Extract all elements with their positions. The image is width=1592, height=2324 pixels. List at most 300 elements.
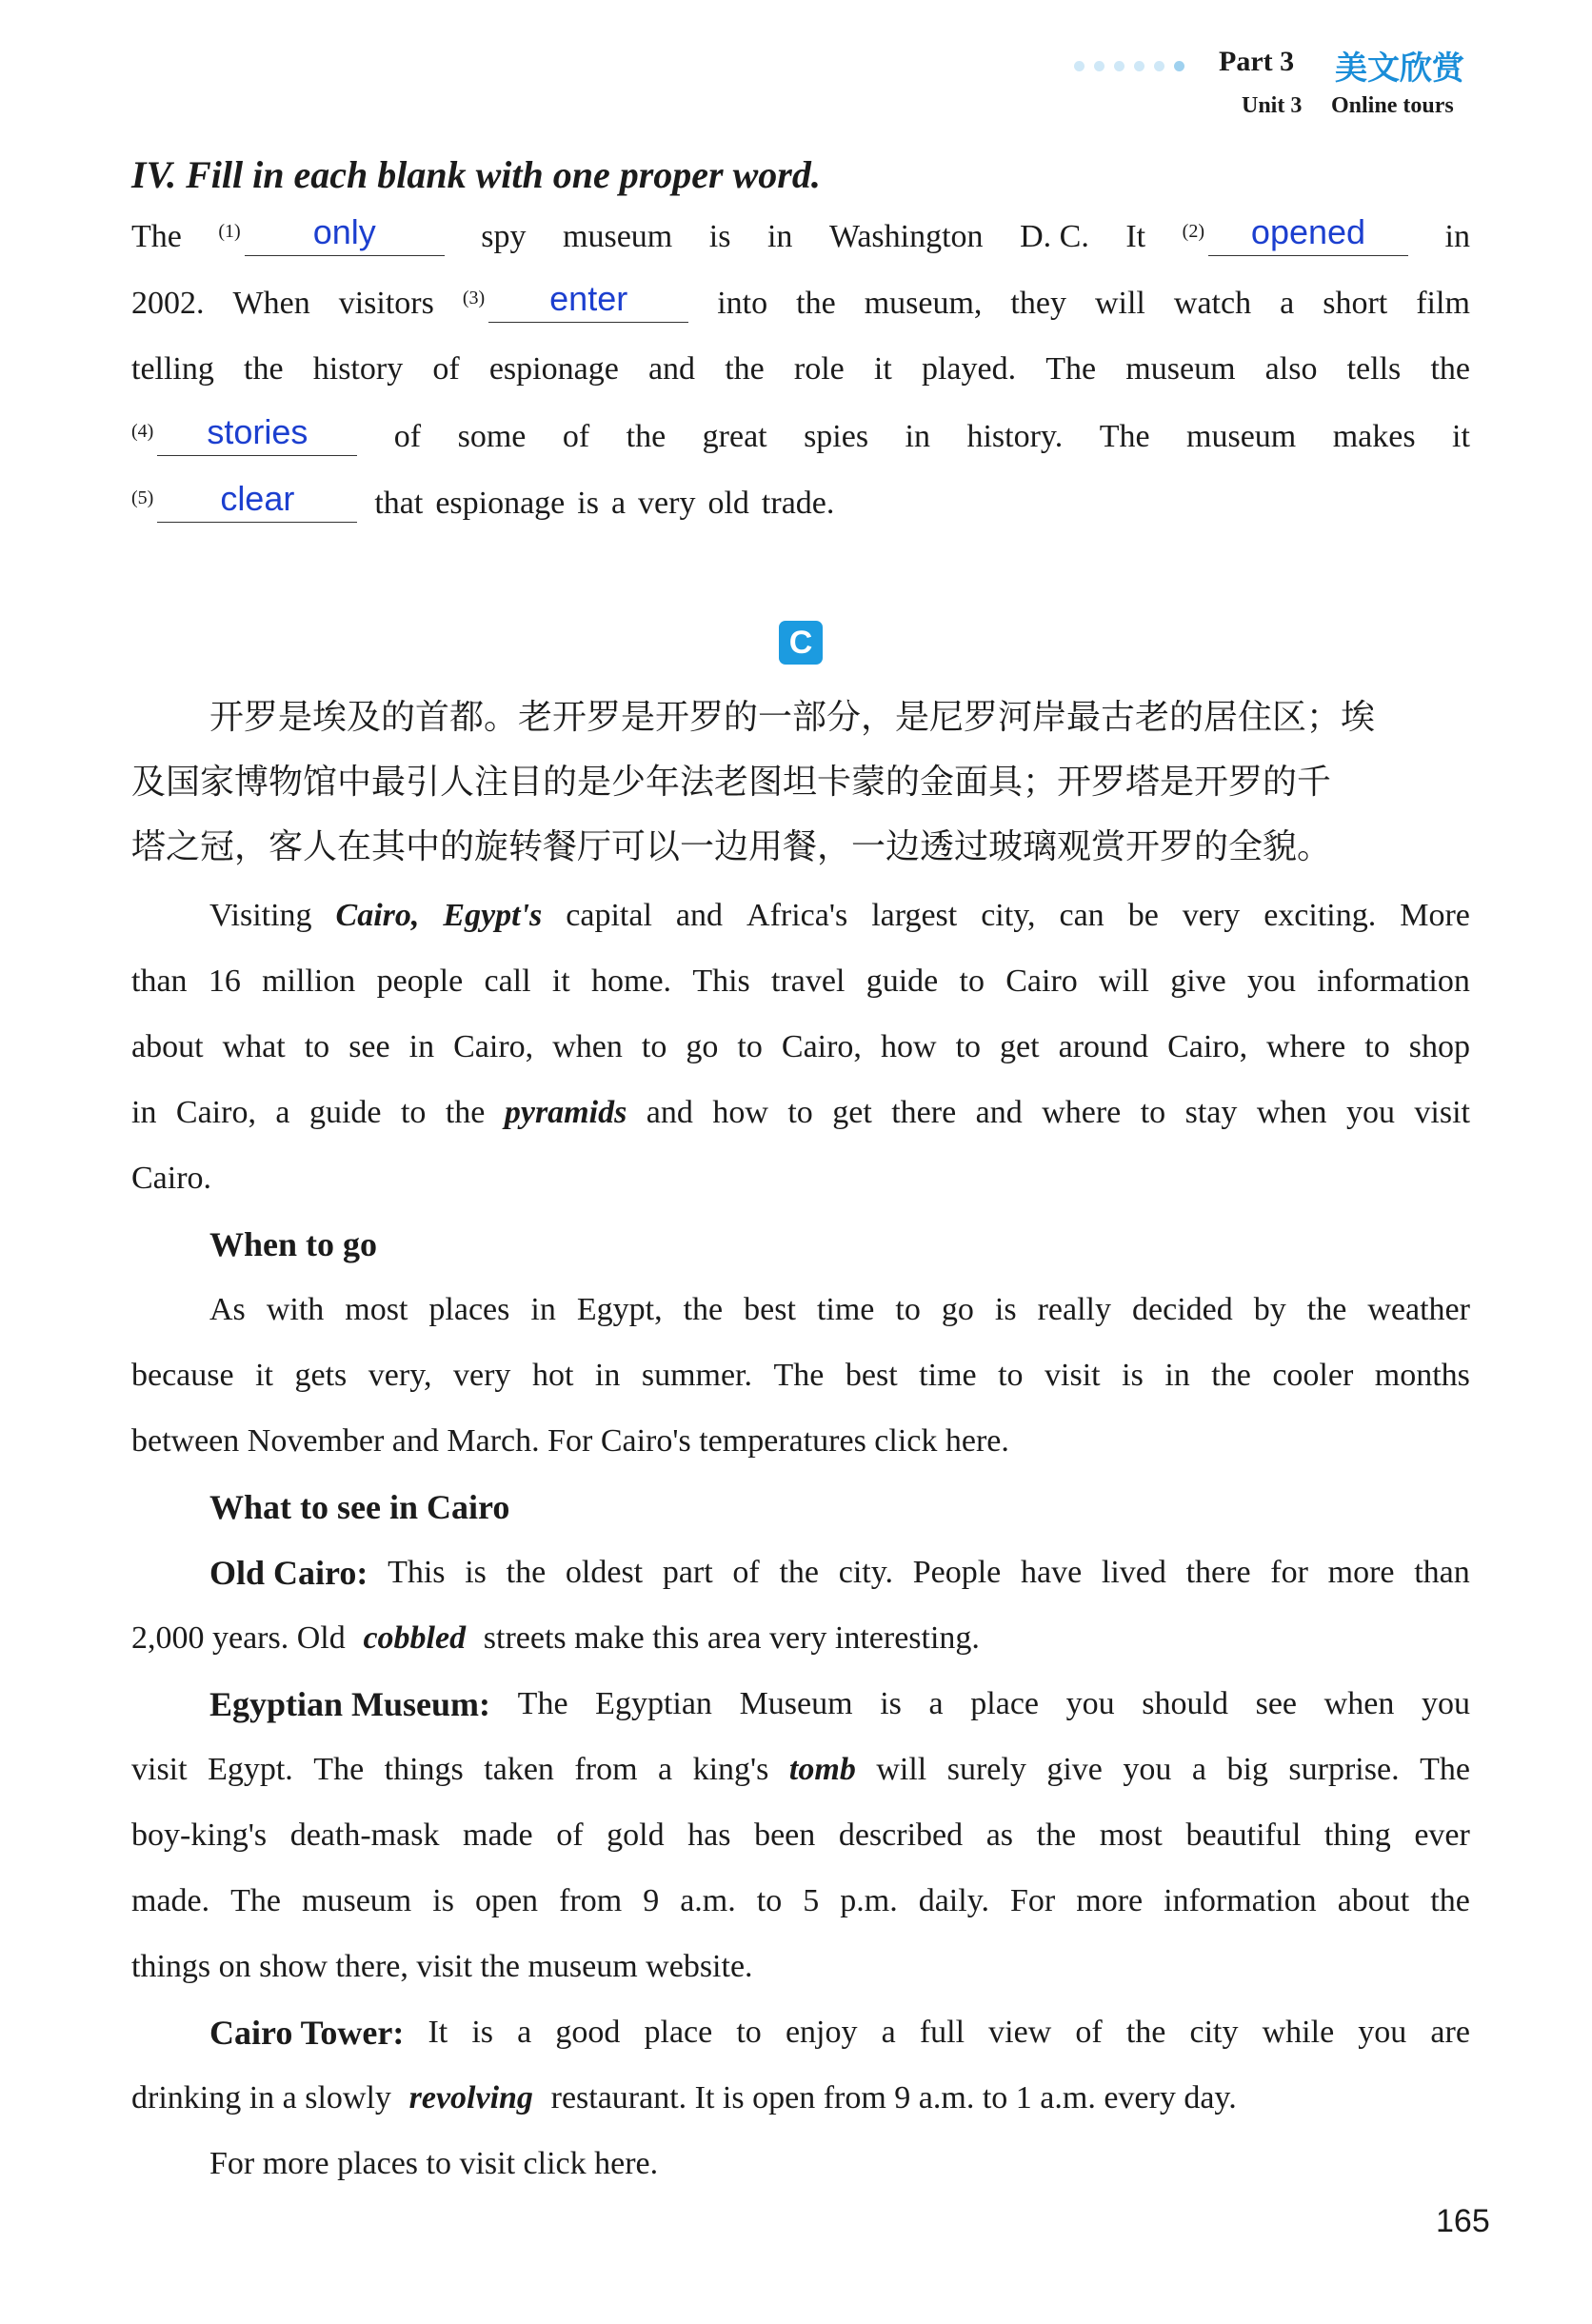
word: in <box>766 219 793 254</box>
intro-line-2 <box>131 963 1470 1001</box>
blank-marker: (1) <box>218 221 241 242</box>
word: taken <box>484 1752 554 1787</box>
chinese-line-1: 开罗是埃及的首都。老开罗是开罗的一部分，是尼罗河岸最古老的居住区；埃 <box>209 698 1376 737</box>
word: beautiful <box>1185 1817 1302 1853</box>
museum-line-3 <box>131 1817 1470 1855</box>
word: of <box>556 1817 584 1853</box>
blank-group-1 <box>218 212 444 256</box>
word: where <box>1042 1095 1122 1130</box>
answer-4: stories <box>207 412 308 451</box>
word: Egyptian <box>595 1686 712 1721</box>
word: most <box>1099 1817 1163 1853</box>
word: full <box>919 2015 965 2050</box>
word: it <box>1452 419 1470 454</box>
word: capital <box>566 898 652 933</box>
word: It <box>1125 219 1146 254</box>
old-cairo-line-2 <box>131 1619 1470 1658</box>
word: from <box>574 1752 638 1787</box>
word: you <box>1345 1095 1395 1130</box>
heading-what-to-see: What to see in Cairo <box>209 1488 510 1526</box>
intro-line-4 <box>131 1094 1470 1132</box>
word: People <box>912 1555 1002 1590</box>
word: the <box>1306 1292 1347 1327</box>
word: Egypt, <box>576 1292 663 1327</box>
header-topic: Online tours <box>1331 93 1454 118</box>
word: Washington <box>828 219 984 254</box>
word: what <box>222 1029 286 1064</box>
word: also <box>1264 351 1318 387</box>
word: around <box>1058 1029 1149 1064</box>
word: 5 <box>803 1883 820 1918</box>
word: you <box>1123 1752 1172 1787</box>
word: will <box>1094 286 1145 321</box>
word: travel <box>771 963 846 999</box>
word: oldest <box>565 1555 644 1590</box>
word: museum <box>563 219 673 254</box>
word: view <box>988 2015 1052 2050</box>
word: information <box>1164 1883 1317 1918</box>
word: museum, <box>864 286 983 321</box>
word: Visiting <box>209 898 312 933</box>
word: to <box>1140 1095 1166 1130</box>
word: played. <box>921 351 1017 387</box>
word: for <box>1270 1555 1308 1590</box>
word: to <box>304 1029 330 1064</box>
word: places <box>428 1292 510 1327</box>
word: Cairo, <box>453 1029 534 1064</box>
word: and <box>675 898 724 933</box>
word: to <box>895 1292 921 1327</box>
word: how <box>880 1029 937 1064</box>
word: Cairo, <box>1167 1029 1248 1064</box>
word: The <box>313 1752 365 1787</box>
word: are <box>1430 2015 1470 2050</box>
word: about <box>1337 1883 1410 1918</box>
word: will <box>876 1752 927 1787</box>
word: you <box>1358 2015 1407 2050</box>
word: part <box>662 1555 713 1590</box>
word: the <box>1211 1358 1251 1393</box>
word: people <box>376 963 464 999</box>
term-cairo-tower: Cairo Tower: <box>209 2014 405 2052</box>
word: stay <box>1184 1095 1238 1130</box>
word: For <box>1010 1883 1056 1918</box>
word: is <box>577 486 599 521</box>
word: home. <box>591 963 672 999</box>
exercise-line-1 <box>131 212 1470 256</box>
word: when <box>552 1029 623 1064</box>
word: in <box>1444 219 1470 254</box>
term-egyptian-museum: Egyptian Museum: <box>209 1685 491 1723</box>
word: has <box>687 1817 731 1853</box>
word: than <box>131 963 188 999</box>
word: best <box>744 1292 796 1327</box>
word: open <box>474 1883 539 1918</box>
word: surprise. <box>1288 1752 1400 1787</box>
word: big <box>1226 1752 1268 1787</box>
word: of <box>732 1555 760 1590</box>
word: It <box>428 2015 448 2050</box>
word: there <box>1185 1555 1251 1590</box>
word: spies <box>804 419 869 454</box>
word: museum <box>302 1883 412 1918</box>
word: to <box>641 1029 667 1064</box>
word: summer. <box>641 1358 753 1393</box>
word: months <box>1374 1358 1470 1393</box>
text: streets make this area very interesting. <box>483 1620 980 1656</box>
word: Cairo <box>1005 963 1078 999</box>
word: a.m. <box>680 1883 736 1918</box>
word: more <box>1076 1883 1144 1918</box>
blank-5[interactable] <box>157 479 357 523</box>
header-unit: Unit 3 <box>1242 93 1303 118</box>
word: from <box>559 1883 623 1918</box>
blank-2[interactable] <box>1208 212 1408 256</box>
word: The <box>230 1883 282 1918</box>
tower-line-1 <box>209 2014 1470 2052</box>
italic-term: Cairo, <box>335 898 420 933</box>
text: 2,000 years. Old <box>131 1620 346 1656</box>
word: gold <box>607 1817 665 1853</box>
word: Cairo, <box>781 1029 862 1064</box>
word: some <box>457 419 527 454</box>
word: the <box>796 286 836 321</box>
word: to <box>787 1095 813 1130</box>
word: they <box>1010 286 1066 321</box>
word: guide <box>308 1095 382 1130</box>
word: museum <box>1186 419 1297 454</box>
word: a <box>881 2015 896 2050</box>
word: with <box>266 1292 325 1327</box>
word: thing <box>1323 1817 1391 1853</box>
word: the <box>626 419 667 454</box>
word: should <box>1142 1686 1228 1721</box>
blank-3[interactable] <box>488 279 688 323</box>
italic-term: pyramids <box>504 1095 627 1130</box>
word: there <box>891 1095 957 1130</box>
word: is <box>880 1686 902 1721</box>
word: gets <box>294 1358 348 1393</box>
word: made <box>463 1817 533 1853</box>
word: information <box>1317 963 1470 999</box>
word: very, <box>368 1358 432 1393</box>
word: very <box>453 1358 511 1393</box>
word: go <box>686 1029 719 1064</box>
word: to <box>955 1029 982 1064</box>
word: you <box>1421 1686 1470 1721</box>
text: drinking in a slowly <box>131 2080 391 2115</box>
word: you <box>1065 1686 1115 1721</box>
blank-marker: (2) <box>1182 221 1204 242</box>
word: This <box>692 963 750 999</box>
word: of <box>432 351 460 387</box>
blank-4[interactable] <box>157 412 357 456</box>
museum-line-1 <box>209 1685 1470 1723</box>
word: the <box>725 351 765 387</box>
blank-group-5 <box>131 479 357 523</box>
word: the <box>244 351 284 387</box>
when-line-1 <box>209 1291 1470 1329</box>
term-old-cairo: Old Cairo: <box>209 1554 368 1592</box>
word: telling <box>131 351 214 387</box>
museum-line-5: things on show there, visit the museum website. <box>131 1949 753 1984</box>
word: in <box>131 1095 157 1130</box>
word: a <box>610 486 627 521</box>
word: death-mask <box>289 1817 440 1853</box>
word: visit <box>131 1752 188 1787</box>
italic-term: tomb <box>788 1752 856 1787</box>
word: is <box>471 2015 494 2050</box>
word: where <box>1266 1029 1346 1064</box>
word: Cairo, <box>175 1095 256 1130</box>
word: good <box>555 2015 621 2050</box>
word: the <box>779 1555 820 1590</box>
exercise-line-4 <box>131 412 1470 456</box>
more-places-line: For more places to visit click here. <box>209 2146 659 2181</box>
word: have <box>1021 1555 1083 1590</box>
heading-when-to-go: When to go <box>209 1225 378 1263</box>
word: a <box>928 1686 944 1721</box>
tower-line-2 <box>131 2079 1470 2117</box>
word: boy-king's <box>131 1817 268 1853</box>
word: is <box>1122 1358 1144 1393</box>
word: than <box>1414 1555 1470 1590</box>
italic-term: cobbled <box>363 1620 467 1656</box>
word: a <box>1280 286 1295 321</box>
word: As <box>209 1292 246 1327</box>
word: by <box>1253 1292 1286 1327</box>
word: watch <box>1173 286 1252 321</box>
word: as <box>985 1817 1014 1853</box>
word: shop <box>1408 1029 1470 1064</box>
museum-line-4 <box>131 1882 1470 1920</box>
exercise-line-5 <box>131 479 1470 523</box>
word: a <box>517 2015 532 2050</box>
word: about <box>131 1029 204 1064</box>
answer-1: only <box>312 212 376 251</box>
word: and <box>646 1095 693 1130</box>
word: The <box>1420 1752 1470 1787</box>
word: hot <box>531 1358 574 1393</box>
word: Africa's <box>746 898 848 933</box>
museum-line-2 <box>131 1751 1470 1789</box>
italic-term: revolving <box>408 2080 533 2115</box>
word: role <box>793 351 845 387</box>
word: million <box>262 963 356 999</box>
word: the <box>445 1095 486 1130</box>
blank-group-3 <box>462 279 688 323</box>
word: to <box>400 1095 427 1130</box>
word: to <box>736 2015 762 2050</box>
word: cooler <box>1272 1358 1354 1393</box>
word: enjoy <box>785 2015 858 2050</box>
blank-marker: (3) <box>462 288 486 308</box>
word: really <box>1037 1292 1111 1327</box>
word: of <box>562 419 590 454</box>
word: decided <box>1132 1292 1233 1327</box>
word: very <box>638 486 696 521</box>
word: weather <box>1367 1292 1470 1327</box>
answer-2: opened <box>1250 212 1366 251</box>
word: This <box>388 1555 446 1590</box>
word: is <box>708 219 731 254</box>
when-line-2 <box>131 1357 1470 1395</box>
word: espionage <box>488 351 619 387</box>
word: can <box>1059 898 1104 933</box>
word: visit <box>1045 1358 1101 1393</box>
word: is <box>432 1883 454 1918</box>
word: 2002. <box>131 286 205 321</box>
word: be <box>1127 898 1159 933</box>
word: of <box>393 419 422 454</box>
word: history <box>312 351 404 387</box>
word: is <box>994 1292 1017 1327</box>
word: a <box>1191 1752 1206 1787</box>
word: how <box>712 1095 768 1130</box>
word: trade. <box>761 486 835 521</box>
word: to <box>756 1883 783 1918</box>
italic-term: Egypt's <box>443 898 543 933</box>
word: to <box>737 1029 763 1064</box>
answer-3: enter <box>549 279 628 318</box>
word: old <box>707 486 749 521</box>
word: lived <box>1101 1555 1166 1590</box>
word: short <box>1323 286 1388 321</box>
word: in <box>905 419 930 454</box>
blank-marker: (5) <box>131 487 154 508</box>
word: ever <box>1414 1817 1470 1853</box>
word: 16 <box>208 963 241 999</box>
intro-line-1 <box>209 897 1470 935</box>
intro-line-3 <box>131 1028 1470 1066</box>
word: The <box>131 219 182 254</box>
word: the <box>1036 1817 1077 1853</box>
chinese-line-2: 及国家博物馆中最引人注目的是少年法老图坦卡蒙的金面具；开罗塔是开罗的千 <box>131 763 1332 802</box>
blank-1[interactable] <box>245 212 445 256</box>
word: see <box>1255 1686 1298 1721</box>
word: The <box>1045 351 1097 387</box>
word: give <box>1170 963 1226 999</box>
word: p.m. <box>840 1883 898 1918</box>
word: D. C. <box>1020 219 1089 254</box>
old-cairo-line-1 <box>209 1554 1470 1592</box>
word: get <box>1000 1029 1040 1064</box>
answer-5: clear <box>220 479 295 518</box>
word: time <box>816 1292 875 1327</box>
blank-marker: (4) <box>131 421 154 442</box>
word: time <box>919 1358 977 1393</box>
word: in <box>530 1292 556 1327</box>
section-badge: C <box>779 621 823 665</box>
word: the <box>1430 1883 1470 1918</box>
word: and <box>975 1095 1023 1130</box>
exercise-title: IV. Fill in each blank with one proper word. <box>131 153 821 196</box>
word: very <box>1182 898 1241 933</box>
word: king's <box>692 1752 769 1787</box>
word: get <box>832 1095 872 1130</box>
page-number: 165 <box>1436 2203 1490 2239</box>
word: go <box>941 1292 974 1327</box>
word: When <box>232 286 310 321</box>
word: city. <box>838 1555 894 1590</box>
word: a <box>275 1095 290 1130</box>
blank-group-4 <box>131 412 357 456</box>
word: into <box>717 286 768 321</box>
word: a <box>658 1752 673 1787</box>
word: things <box>384 1752 464 1787</box>
text: restaurant. It is open from 9 a.m. to 1 a.m. every day. <box>550 2080 1237 2115</box>
word: largest <box>871 898 958 933</box>
word: most <box>345 1292 408 1327</box>
word: you <box>1247 963 1297 999</box>
word: while <box>1262 2015 1335 2050</box>
word: visitors <box>338 286 434 321</box>
word: is <box>465 1555 487 1590</box>
word: more <box>1327 1555 1395 1590</box>
word: of <box>1075 2015 1103 2050</box>
word: best <box>845 1358 898 1393</box>
chinese-line-3: 塔之冠，客人在其中的旋转餐厅可以一边用餐，一边透过玻璃观赏开罗的全貌。 <box>131 827 1332 866</box>
word: makes <box>1332 419 1416 454</box>
word: spy <box>481 219 527 254</box>
word: guide <box>866 963 939 999</box>
word: espionage <box>435 486 566 521</box>
word: it <box>551 963 570 999</box>
exercise-line-3 <box>131 350 1470 388</box>
word: surely <box>946 1752 1026 1787</box>
header-section-cn: 美文欣赏 <box>1335 50 1464 88</box>
word: film <box>1416 286 1470 321</box>
word: Egypt. <box>208 1752 293 1787</box>
word: great <box>702 419 767 454</box>
word: daily. <box>918 1883 989 1918</box>
word: in <box>594 1358 621 1393</box>
when-line-3: between November and March. For Cairo's temperatures click here. <box>131 1423 1009 1459</box>
word: that <box>374 486 424 521</box>
blank-group-2 <box>1182 212 1408 256</box>
word: call <box>484 963 531 999</box>
word: place <box>644 2015 713 2050</box>
word: will <box>1099 963 1149 999</box>
word: The <box>517 1686 568 1721</box>
word: the <box>1125 2015 1166 2050</box>
word: and <box>647 351 696 387</box>
word: tells <box>1346 351 1402 387</box>
word: 9 <box>643 1883 660 1918</box>
intro-line-5: Cairo. <box>131 1161 212 1196</box>
word: when <box>1256 1095 1327 1130</box>
word: in <box>1164 1358 1190 1393</box>
word: city <box>1189 2015 1239 2050</box>
word: because <box>131 1358 234 1393</box>
word: museum <box>1125 351 1236 387</box>
word: to <box>959 963 985 999</box>
word: exciting. <box>1264 898 1377 933</box>
word: city, <box>981 898 1036 933</box>
word: described <box>838 1817 964 1853</box>
word: to <box>1364 1029 1390 1064</box>
word: The <box>773 1358 825 1393</box>
word: give <box>1046 1752 1103 1787</box>
word: it <box>255 1358 274 1393</box>
word: in <box>408 1029 435 1064</box>
word: made. <box>131 1883 210 1918</box>
word: the <box>506 1555 547 1590</box>
word: visit <box>1414 1095 1470 1130</box>
exercise-line-2 <box>131 279 1470 323</box>
word: it <box>873 351 892 387</box>
word: the <box>1430 351 1470 387</box>
